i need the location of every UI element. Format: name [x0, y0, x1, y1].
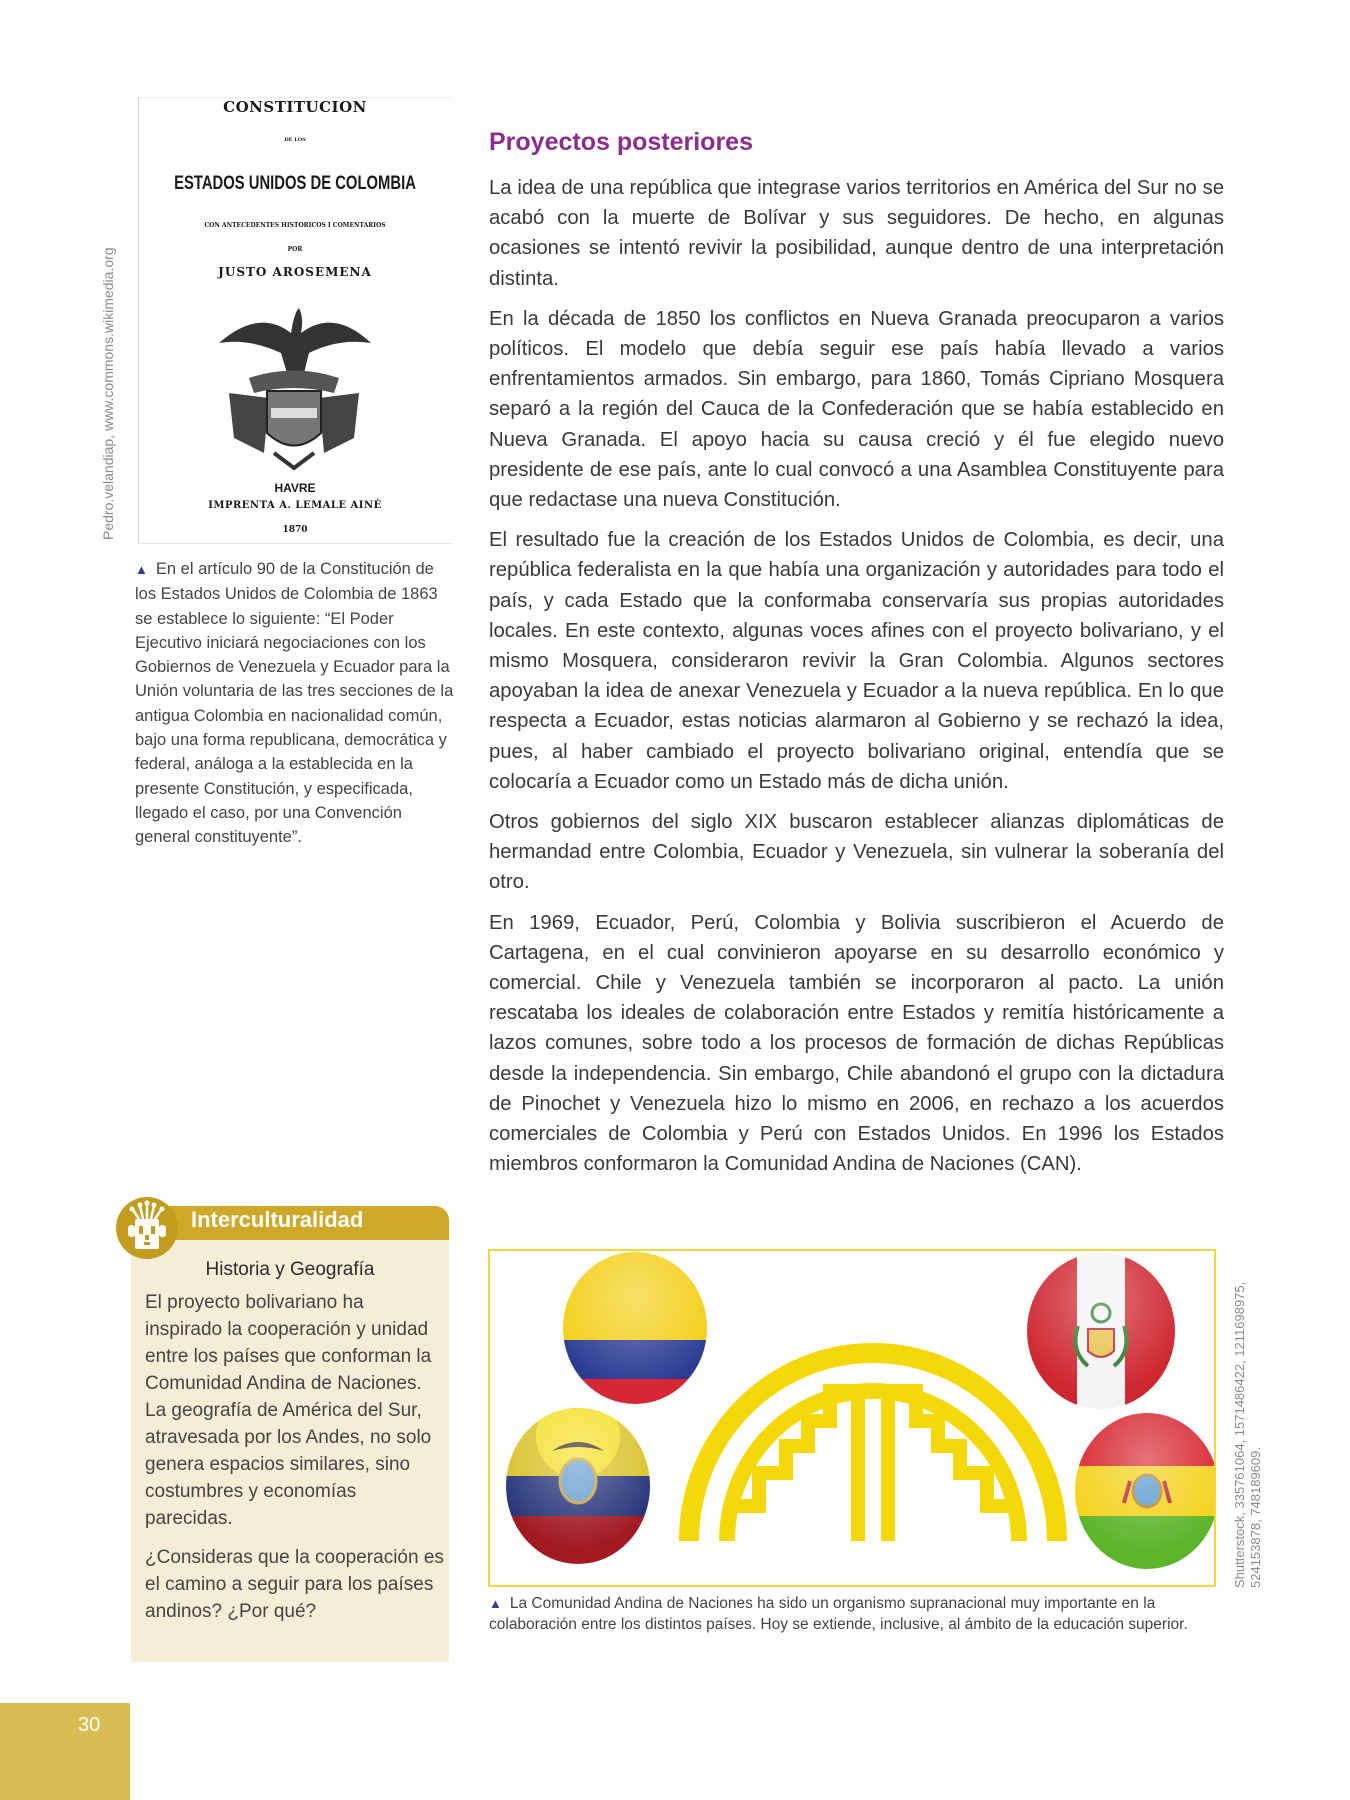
cover-title: CONSTITUCION [223, 98, 367, 116]
interculturalidad-title: Interculturalidad [191, 1207, 364, 1232]
can-flags-image [488, 1249, 1216, 1587]
interculturalidad-text: El proyecto bolivariano ha inspirado la cooperación y unidad entre los países que conforman la Comunidad Andina de Naciones. La geografía de América del Sur, atravesada por los Andes, no solo genera espacios similares, sino costumbres y economías parecidas. [145, 1292, 432, 1529]
cover-de-los: DE LOS [284, 137, 306, 143]
flag-bolivia-icon [1070, 1411, 1214, 1576]
paragraph: En 1969, Ecuador, Perú, Colombia y Bolivia suscribieron el Acuerdo de Cartagena, en el cual convinieron apoyarse en su desarrollo económico y comercial. Chile y Venezuela también se incorporaron al pacto. La unión rescataba los ideales de colaboración entre Estados y remitía históricamente a lazos comunes, sobre todo a los procesos de formación de dichas Repúblicas desde la independencia. Sin embargo, Chile abandonó el grupo con la dictadura de Pinochet y Venezuela hizo lo mismo en 2006, en rechazo a los acuerdos comerciales de Colombia y Perú con Estados Unidos. En 1996 los Estados miembros conformaron la Comunidad Andina de Naciones (CAN). [489, 911, 1224, 1176]
caption-triangle-icon: ▲ [135, 562, 148, 577]
section-title: Proyectos posteriores [489, 128, 753, 156]
paragraph: El resultado fue la creación de los Estados Unidos de Colombia, es decir, una república federalista en la que había una organización y autoridades para todo el país, y cada Estado que la conformaba conservaría sus propias autoridades locales. En este contexto, algunas voces afines con el proyecto bolivariano, y el mismo Mosquera, consideraron revivir la Gran Colombia. Algunos sectores apoyaban la idea de anexar Venezuela y Ecuador a la nueva república. En lo que respecta a Ecuador, estas noticias alarmaron al Gobierno y se rechazó la idea, pues, al haber cambiado el proyecto bolivariano original, entendía que se colocaría a Ecuador como un Estado más de dicha unión. [489, 529, 1224, 793]
interculturalidad-question: ¿Consideras que la cooperación es el camino a seguir para los países andinos? ¿Por qué? [145, 1547, 444, 1622]
main-text [489, 173, 1224, 1190]
cover-por: POR [287, 246, 303, 253]
flag-peru-icon [1025, 1251, 1177, 1411]
caption-triangle-icon: ▲ [489, 1596, 502, 1611]
page-number-band [0, 1703, 130, 1800]
can-caption [489, 1594, 1189, 1635]
cover-printer: IMPRENTA A. LEMALE AINÉ [208, 500, 382, 511]
flag-ecuador-icon [504, 1394, 654, 1566]
flag-colombia-icon [560, 1251, 710, 1409]
interculturalidad-subtitle: Historia y Geografía [205, 1259, 375, 1280]
mask-icon [116, 1197, 178, 1259]
cover-caption-text: En el artículo 90 de la Constitución de los Estados Unidos de Colombia de 1863 se establece lo siguiente: “El Poder Ejecutivo iniciará negociaciones con los Gobiernos de Venezuela y Ecuador para la Unión voluntaria de las tres secciones de la antigua Colombia en nacionalidad común, bajo una forma republicana, democrática y federal, análoga a la establecida en la presente Constitución, y especificada, llegado el caso, por una Convención general constituyente”. [135, 560, 454, 847]
coat-of-arms-icon [209, 303, 379, 473]
paragraph: La idea de una república que integrase varios territorios en América del Sur no se acabó con la muerte de Bolívar y sus seguidores. De hecho, en algunas ocasiones se intentó revivir la posibilidad, aunque dentro de una interpretación distinta. [489, 177, 1224, 290]
paragraph: En la década de 1850 los conflictos en Nueva Granada preocuparon a varios políticos. El modelo que debía seguir ese país había llevado a varios enfrentamientos armados. Sin embargo, para 1860, Tomás Cipriano Mosquera separó a la región del Cauca de la Confederación que se había establecido en Nueva Granada. El apoyo hacia su causa creció y él fue elegido nuevo presidente de ese país, ante lo cual convocó a una Asamblea Constituyente para que redactase una nueva Constitución. [489, 307, 1224, 512]
cover-image-credit: Pedro.velandiap, www.commons.wikimedia.org [100, 247, 116, 540]
cover-subtitle: CON ANTECEDENTES HISTORICOS I COMENTARIOS [204, 222, 386, 229]
cover-main-title: ESTADOS UNIDOS DE COLOMBIA [174, 173, 416, 194]
cover-year: 1870 [282, 525, 308, 535]
constitution-cover-image [138, 97, 451, 544]
cover-city: HAVRE [274, 481, 316, 495]
paragraph: Otros gobiernos del siglo XIX buscaron establecer alianzas diplomáticas de hermandad entre Colombia, Ecuador y Venezuela, sin vulnerar la soberanía del otro. [489, 811, 1224, 894]
page-number: 30 [78, 1714, 101, 1736]
can-caption-text: La Comunidad Andina de Naciones ha sido un organismo supranacional muy importante en la colaboración entre los distintos países. Hoy se extiende, inclusive, al ámbito de la educación superior. [489, 1595, 1188, 1633]
can-image-credit: Shutterstock, 335761064, 1571486422, 1211698975, 524153878, 748189609. [1232, 1281, 1263, 1588]
cover-caption [135, 557, 455, 850]
can-logo-icon [689, 1353, 1057, 1541]
interculturalidad-body [145, 1289, 445, 1637]
cover-author: JUSTO AROSEMENA [218, 265, 372, 279]
